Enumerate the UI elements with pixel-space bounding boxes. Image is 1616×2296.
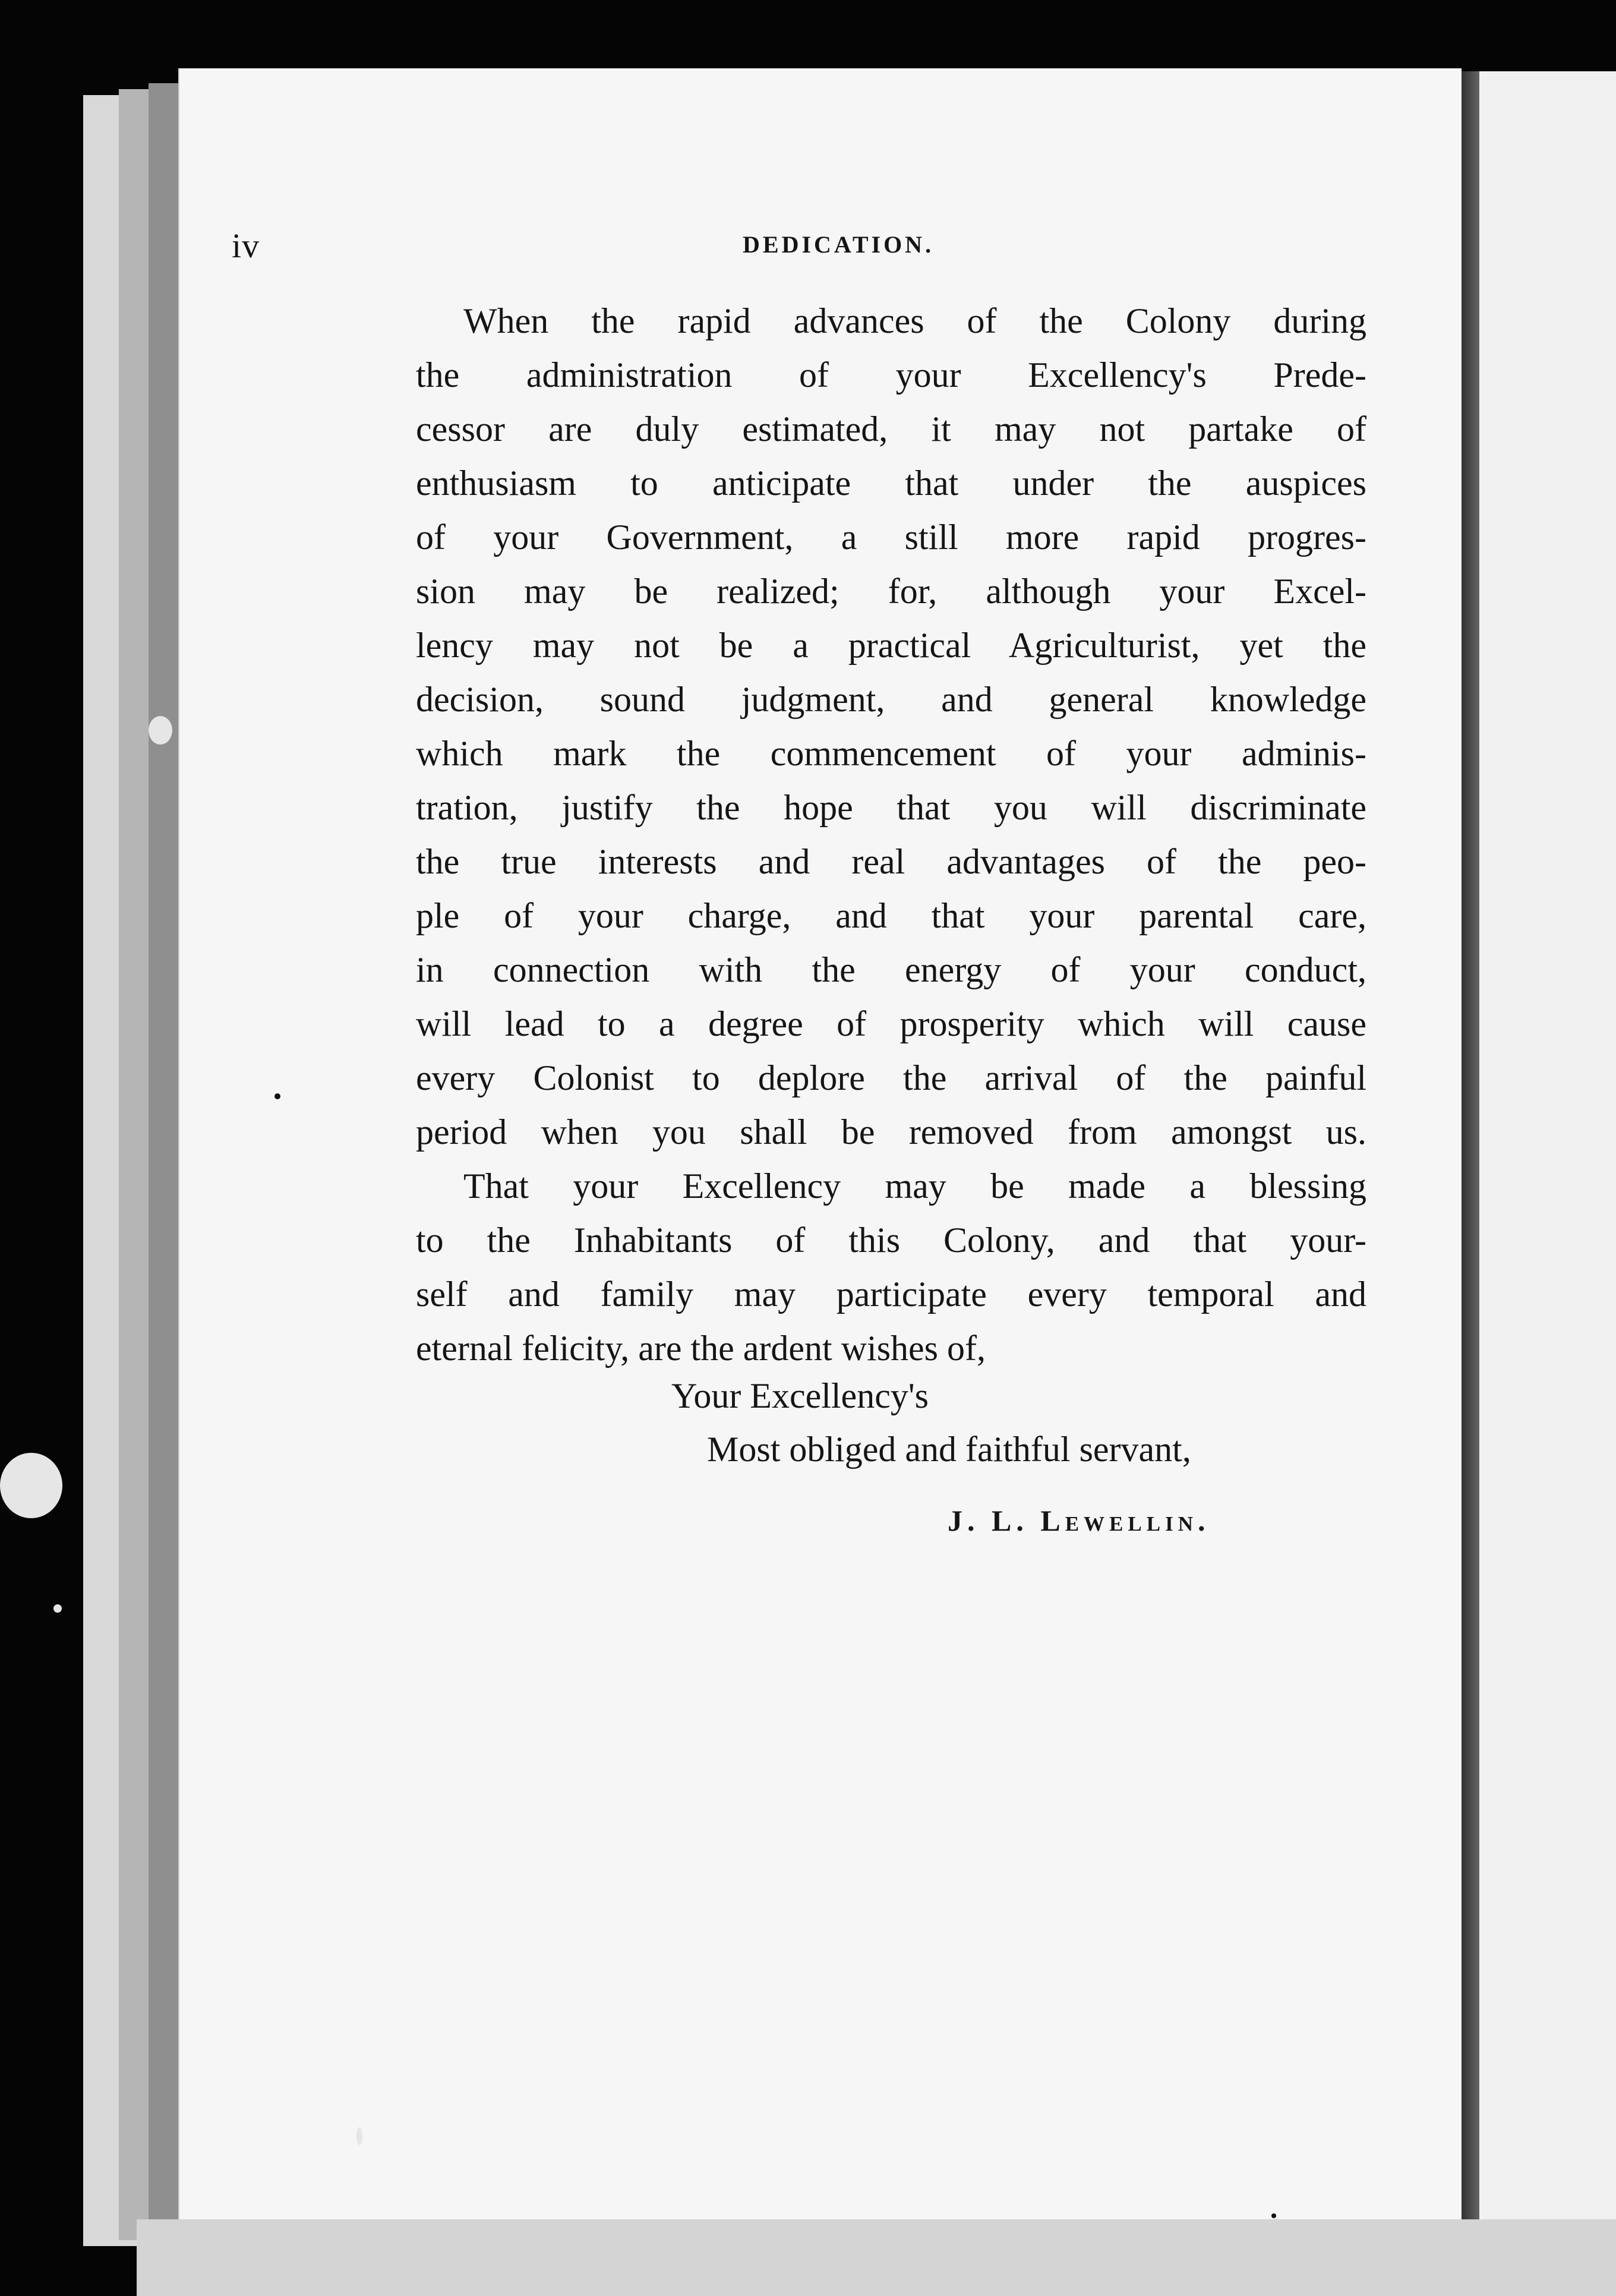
text-line: will lead to a degree of prosperity which will cause bbox=[416, 1004, 1366, 1043]
scan-speck bbox=[149, 716, 172, 745]
text-line: That your Excellency may be made a blessing bbox=[463, 1166, 1366, 1206]
text-line: self and family may participate every temporal and bbox=[416, 1275, 1366, 1314]
text-line: tration, justify the hope that you will discriminate bbox=[416, 788, 1366, 827]
facing-page-edge bbox=[1479, 71, 1616, 2296]
text-line: enthusiasm to anticipate that under the auspices bbox=[416, 463, 1366, 503]
text-line: decision, sound judgment, and general knowledge bbox=[416, 680, 1366, 719]
text-line: in connection with the energy of your conduct, bbox=[416, 950, 1366, 989]
text-line: eternal felicity, are the ardent wishes of, bbox=[416, 1329, 986, 1368]
author-signature: J. L. Lewellin. bbox=[948, 1504, 1210, 1537]
text-line: the true interests and real advantages of the peo- bbox=[416, 842, 1366, 881]
text-line: ple of your charge, and that your parental care, bbox=[416, 896, 1366, 935]
closing-salutation: Your Excellency's bbox=[671, 1376, 929, 1415]
text-line: period when you shall be removed from amongst us. bbox=[416, 1112, 1366, 1152]
text-line: cessor are duly estimated, it may not partake of bbox=[416, 409, 1366, 449]
scan-speck bbox=[356, 2127, 362, 2145]
scan-speck bbox=[274, 1093, 280, 1099]
text-line: every Colonist to deplore the arrival of the painful bbox=[416, 1058, 1366, 1097]
scan-speck bbox=[1271, 2213, 1276, 2218]
text-line: sion may be realized; for, although your Excel- bbox=[416, 572, 1366, 611]
text-line: lency may not be a practical Agriculturist, yet the bbox=[416, 626, 1366, 665]
dedication-text bbox=[416, 294, 1366, 1376]
text-line: When the rapid advances of the Colony during bbox=[463, 301, 1366, 340]
page-bottom-edge bbox=[137, 2219, 1616, 2296]
scan-speck bbox=[0, 1453, 62, 1518]
closing-valediction: Most obliged and faithful servant, bbox=[707, 1430, 1191, 1469]
text-line: the administration of your Excellency's Prede- bbox=[416, 355, 1366, 395]
text-line: which mark the commencement of your adminis- bbox=[416, 734, 1366, 773]
running-title: DEDICATION. bbox=[743, 231, 935, 258]
scan-speck bbox=[53, 1604, 62, 1613]
text-line: to the Inhabitants of this Colony, and that your- bbox=[416, 1220, 1366, 1260]
page-number: iv bbox=[232, 226, 260, 265]
text-line: of your Government, a still more rapid progres- bbox=[416, 518, 1366, 557]
